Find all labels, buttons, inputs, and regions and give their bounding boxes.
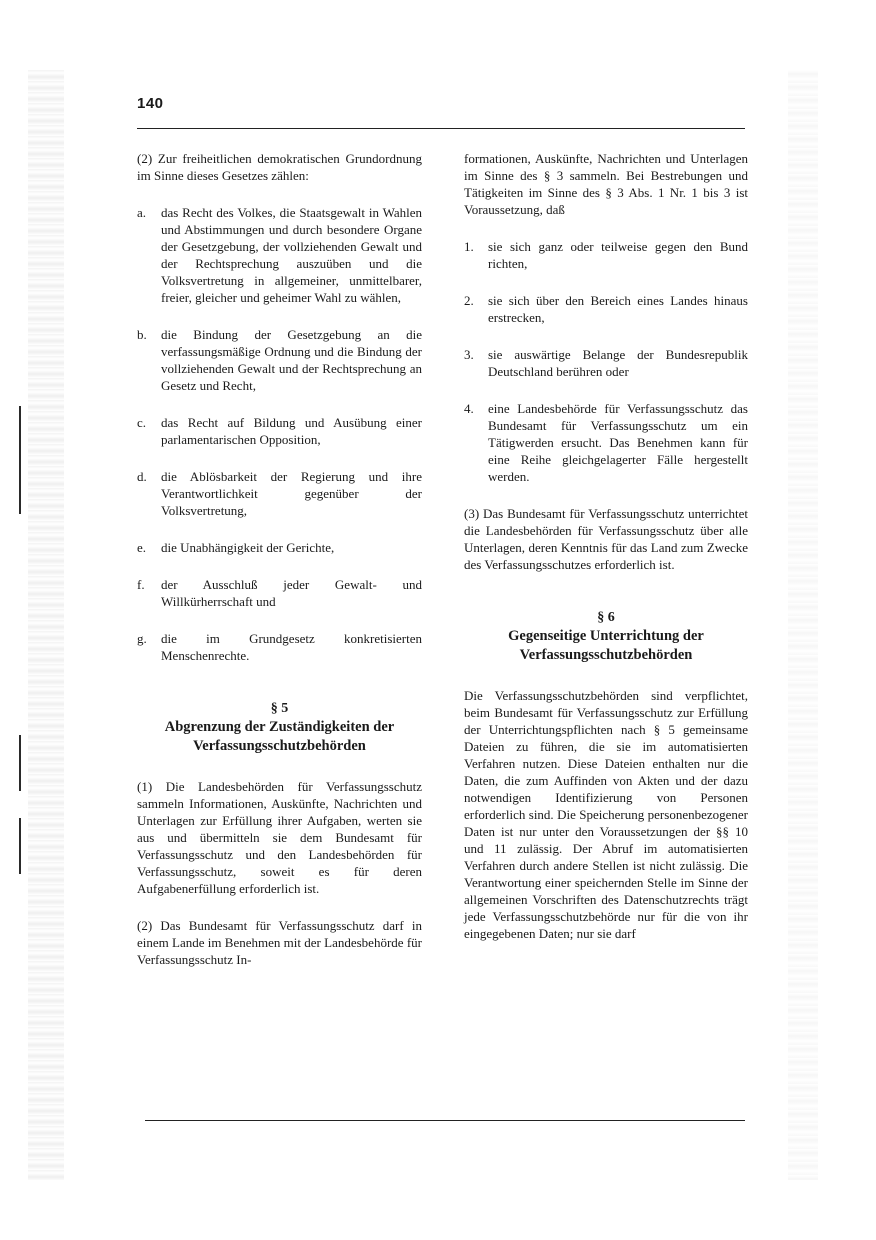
list-item (137, 468, 422, 519)
list-text: die Unabhängigkeit der Gerichte, (161, 540, 335, 555)
list-text: die Ablösbarkeit der Regierung und ihre Verantwortlichkeit gegenüber der Volksvertretung, (161, 469, 422, 518)
list-marker: d. (137, 469, 147, 484)
page-number: 140 (137, 95, 164, 112)
list-text: das Recht des Volkes, die Staatsgewalt in Wahlen und Abstimmungen und durch besondere Organe der Gesetzgebung, der vollziehenden Gewalt und der Rechtsprechung auszuüben und die Volksvertretung in allgemeiner, unmittelbarer, freier, gleicher und geheimer Wahl zu wählen, (161, 205, 422, 305)
list-text: sie sich über den Bereich eines Landes hinaus erstrecken, (488, 293, 748, 325)
list-text: sie sich ganz oder teilweise gegen den Bund richten, (488, 239, 748, 271)
scan-edge-left (28, 70, 64, 1180)
list-item (137, 204, 422, 306)
list-marker: 2. (464, 293, 474, 308)
list-marker: 3. (464, 347, 474, 362)
list-text: der Ausschluß jeder Gewalt- und Willkürherrschaft und (161, 577, 422, 609)
list-item (464, 292, 748, 326)
section-6-paragraph: Die Verfassungsschutzbehörden sind verpflichtet, beim Bundesamt für Verfassungsschutz zur Erfüllung der Unterrichtungspflichten nach § 5 gemeinsame Dateien zu führen, die sie im automatisierten Verfahren nutzen. Diese Dateien enthalten nur die Daten, die zum Auffinden von Akten und der dazu notwendigen Identifizierung von Personen erforderlich sind. Die Speicherung personenbezogener Daten ist nur unter den Voraussetzungen der §§ 10 und 11 zulässig. Der Abruf im automatisierten Verfahren durch andere Stellen ist nicht zulässig. Die Verantwortung einer speichernden Stelle im Sinne der allgemeinen Vorschriften des Datenschutzrechts trägt jede Verfassungsschutzbehörde nur für die von ihr eingegebenen Daten; nur sie darf (464, 688, 748, 941)
list-item (464, 400, 748, 485)
scan-mark (19, 818, 21, 874)
list-item (137, 630, 422, 664)
top-rule (137, 128, 745, 129)
scan-mark (19, 735, 21, 791)
paragraph-3: (3) Das Bundesamt für Verfassungsschutz unterrichtet die Landesbehörden für Verfassungsschutz über alle Unterlagen, deren Kenntnis für das Land zum Zwecke des Verfassungsschutzes erforderlich ist. (464, 506, 748, 572)
section-6-number: § 6 (597, 610, 615, 625)
list-item (137, 326, 422, 394)
list-marker: b. (137, 327, 147, 342)
list-text: eine Landesbehörde für Verfassungsschutz das Bundesamt für Verfassungsschutz um ein Tätigwerden ersucht. Das Benehmen kann für eine Reihe gleichgelagerter Fälle hergestellt werden. (488, 401, 748, 484)
list-marker: a. (137, 205, 147, 220)
list-item (137, 539, 422, 556)
list-text: das Recht auf Bildung und Ausübung einer parlamentarischen Opposition, (161, 415, 422, 447)
section-5-paragraph-1: (1) Die Landesbehörden für Verfassungsschutz sammeln Informationen, Auskünfte, Nachrichten und Unterlagen zur Erfüllung ihrer Aufgaben, werten sie aus und übermitteln sie dem Bundesamt für Verfassungsschutz und den Landesbehörden für Verfassungsschutz, soweit es für deren Aufgabenerfüllung erforderlich ist. (137, 779, 422, 896)
left-column (137, 150, 422, 988)
section-5-heading (137, 700, 422, 756)
list-item (137, 414, 422, 448)
list-marker: 1. (464, 239, 474, 254)
scan-edge-right (788, 70, 818, 1180)
list-item (464, 238, 748, 272)
right-column (464, 150, 748, 962)
section-5-paragraph-2: (2) Das Bundesamt für Verfassungsschutz darf in einem Lande im Benehmen mit der Landesbehörde für Verfassungsschutz In- (137, 918, 422, 967)
section-5-number: § 5 (270, 701, 289, 716)
list-marker: 4. (464, 401, 474, 416)
list-item (137, 576, 422, 610)
scan-mark (19, 406, 21, 514)
list-marker: c. (137, 415, 147, 430)
list-text: sie auswärtige Belange der Bundesrepublik Deutschland berühren oder (488, 347, 748, 379)
continuation-paragraph: formationen, Auskünfte, Nachrichten und Unterlagen im Sinne des § 3 sammeln. Bei Bestrebungen und Tätigkeiten im Sinne des § 3 Abs. 1 Nr. 1 bis 3 ist Voraussetzung, daß (464, 151, 748, 217)
list-marker: e. (137, 540, 147, 555)
section-6-heading (464, 609, 748, 665)
section-5-title: Abgrenzung der Zuständigkeiten der Verfassungsschutzbehörden (164, 719, 395, 754)
list-marker: f. (137, 577, 145, 592)
bottom-rule (145, 1120, 745, 1121)
section-6-title: Gegenseitige Unterrichtung der Verfassungsschutzbehörden (508, 628, 704, 663)
list-text: die im Grundgesetz konkretisierten Menschenrechte. (161, 631, 422, 663)
intro-paragraph: (2) Zur freiheitlichen demokratischen Grundordnung im Sinne dieses Gesetzes zählen: (137, 151, 422, 183)
list-item (464, 346, 748, 380)
list-text: die Bindung der Gesetzgebung an die verfassungsmäßige Ordnung und die Bindung der vollziehenden Gewalt und der Rechtsprechung an Gesetz und Recht, (161, 327, 422, 393)
list-marker: g. (137, 631, 147, 646)
